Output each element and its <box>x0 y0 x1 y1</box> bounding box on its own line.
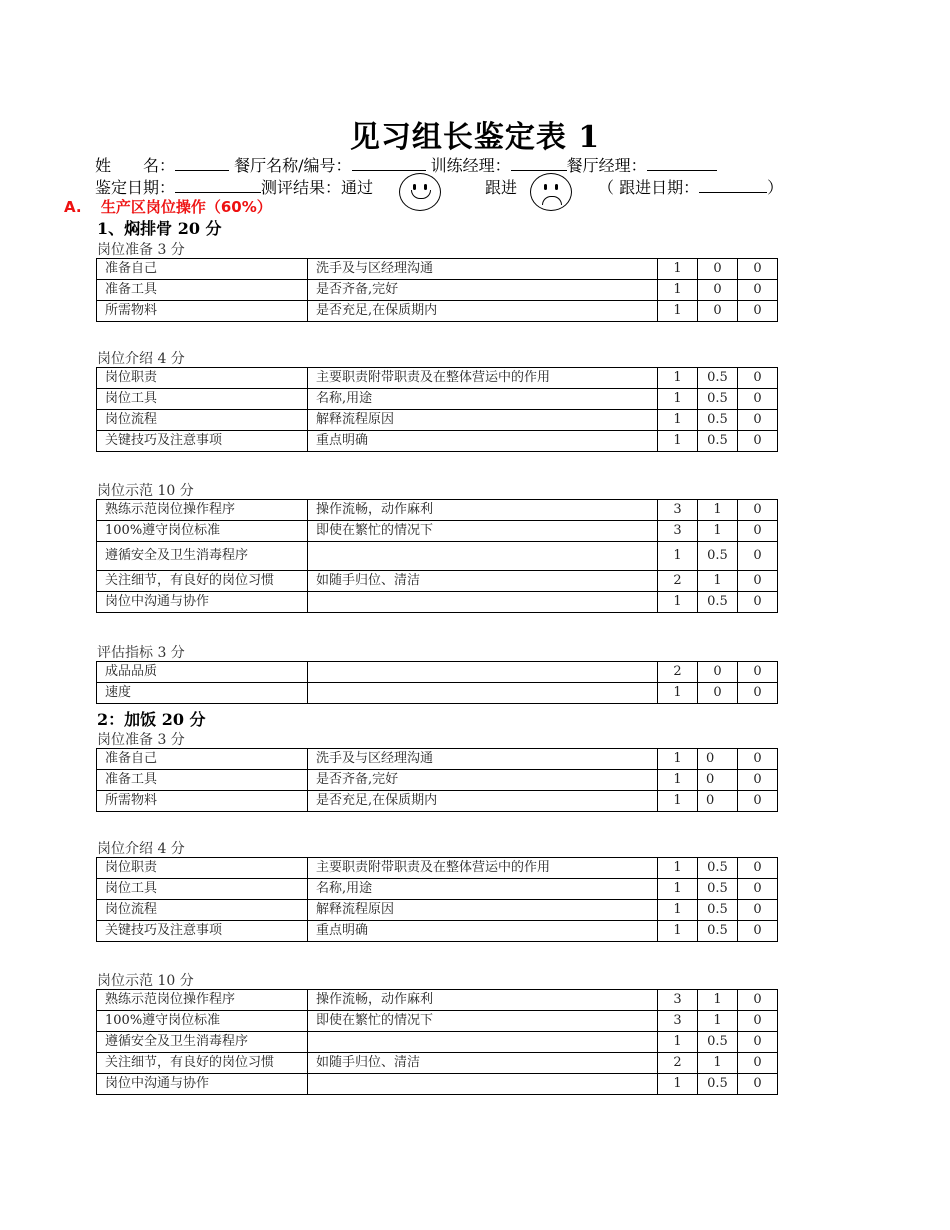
criterion-cell: 岗位职责 <box>97 858 308 879</box>
follow-date-close: ） <box>767 178 784 197</box>
table-row <box>97 921 778 942</box>
score-partial-cell[interactable]: 0 <box>698 259 738 280</box>
score-full-cell[interactable]: 1 <box>658 410 698 431</box>
criterion-cell: 关键技巧及注意事项 <box>97 921 308 942</box>
table-row <box>97 389 778 410</box>
description-cell <box>308 592 658 613</box>
score-full-cell[interactable]: 1 <box>658 1032 698 1053</box>
part2-prep-label: 岗位准备 3 分 <box>97 732 185 748</box>
score-zero-cell[interactable]: 0 <box>738 1053 778 1074</box>
score-zero-cell[interactable]: 0 <box>738 500 778 521</box>
score-full-cell[interactable]: 3 <box>658 1011 698 1032</box>
score-full-cell[interactable]: 1 <box>658 431 698 452</box>
table-row <box>97 879 778 900</box>
score-partial-cell[interactable]: 0 <box>698 791 738 812</box>
score-zero-cell[interactable]: 0 <box>738 1032 778 1053</box>
score-partial-cell[interactable]: 0.5 <box>698 368 738 389</box>
score-zero-cell[interactable]: 0 <box>738 542 778 571</box>
description-cell: 主要职责附带职责及在整体营运中的作用 <box>308 858 658 879</box>
follow-date <box>598 175 783 198</box>
score-partial-cell[interactable]: 0.5 <box>698 879 738 900</box>
score-full-cell[interactable]: 2 <box>658 571 698 592</box>
description-cell: 重点明确 <box>308 431 658 452</box>
criterion-cell: 熟练示范岗位操作程序 <box>97 500 308 521</box>
part2-intro-label: 岗位介绍 4 分 <box>97 841 185 857</box>
follow-date-field[interactable] <box>699 178 767 193</box>
score-full-cell[interactable]: 1 <box>658 389 698 410</box>
score-full-cell[interactable]: 1 <box>658 542 698 571</box>
score-full-cell[interactable]: 1 <box>658 683 698 704</box>
score-full-cell[interactable]: 3 <box>658 990 698 1011</box>
score-full-cell[interactable]: 1 <box>658 280 698 301</box>
score-full-cell[interactable]: 1 <box>658 592 698 613</box>
description-cell <box>308 683 658 704</box>
description-cell: 解释流程原因 <box>308 410 658 431</box>
section-a-title: 生产区岗位操作（60%） <box>100 198 272 216</box>
score-zero-cell[interactable]: 0 <box>738 431 778 452</box>
table-row <box>97 592 778 613</box>
score-zero-cell[interactable]: 0 <box>738 791 778 812</box>
score-full-cell[interactable]: 1 <box>658 879 698 900</box>
score-partial-cell[interactable]: 0.5 <box>698 858 738 879</box>
score-partial-cell[interactable]: 0.5 <box>698 592 738 613</box>
table-row <box>97 900 778 921</box>
table-row <box>97 858 778 879</box>
score-partial-cell[interactable]: 0.5 <box>698 900 738 921</box>
criterion-cell: 准备自己 <box>97 749 308 770</box>
score-partial-cell[interactable]: 0.5 <box>698 431 738 452</box>
description-cell: 如随手归位、清洁 <box>308 1053 658 1074</box>
result-label: 测评结果：通过 <box>261 178 374 197</box>
description-cell <box>308 542 658 571</box>
score-partial-cell[interactable]: 1 <box>698 521 738 542</box>
criterion-cell: 准备自己 <box>97 259 308 280</box>
score-zero-cell[interactable]: 0 <box>738 921 778 942</box>
criterion-cell: 岗位工具 <box>97 389 308 410</box>
description-cell <box>308 1032 658 1053</box>
criterion-cell: 100%遵守岗位标准 <box>97 1011 308 1032</box>
table-row <box>97 280 778 301</box>
part2-title: 2：加饭 20 分 <box>97 710 206 729</box>
table-row <box>97 683 778 704</box>
score-zero-cell[interactable]: 0 <box>738 770 778 791</box>
section-a-letter: A. <box>64 198 82 216</box>
part2-demo-label: 岗位示范 10 分 <box>97 973 194 989</box>
score-partial-cell[interactable]: 0.5 <box>698 542 738 571</box>
criterion-cell: 岗位职责 <box>97 368 308 389</box>
score-partial-cell[interactable]: 0 <box>698 749 738 770</box>
score-zero-cell[interactable]: 0 <box>738 1011 778 1032</box>
part1-title: 1、焖排骨 20 分 <box>97 219 222 238</box>
description-cell: 名称,用途 <box>308 389 658 410</box>
score-zero-cell[interactable]: 0 <box>738 521 778 542</box>
score-zero-cell[interactable]: 0 <box>738 900 778 921</box>
criterion-cell: 成品品质 <box>97 662 308 683</box>
part1-prep-table <box>96 258 778 322</box>
score-zero-cell[interactable]: 0 <box>738 592 778 613</box>
table-row <box>97 662 778 683</box>
restaurant-label: 餐厅名称/编号： <box>234 156 352 175</box>
smiley-face-icon[interactable] <box>399 173 441 211</box>
table-row <box>97 410 778 431</box>
description-cell <box>308 662 658 683</box>
score-zero-cell[interactable]: 0 <box>738 1074 778 1095</box>
description-cell: 操作流畅，动作麻利 <box>308 500 658 521</box>
table-row <box>97 1032 778 1053</box>
table-row <box>97 521 778 542</box>
score-zero-cell[interactable]: 0 <box>738 879 778 900</box>
table-row <box>97 500 778 521</box>
score-partial-cell[interactable]: 1 <box>698 990 738 1011</box>
description-cell: 重点明确 <box>308 921 658 942</box>
score-full-cell[interactable]: 3 <box>658 500 698 521</box>
table-row <box>97 990 778 1011</box>
table-row <box>97 1011 778 1032</box>
table-row <box>97 301 778 322</box>
table-row <box>97 571 778 592</box>
score-full-cell[interactable]: 1 <box>658 301 698 322</box>
criterion-cell: 100%遵守岗位标准 <box>97 521 308 542</box>
trainer-field[interactable] <box>511 156 567 171</box>
criterion-cell: 岗位流程 <box>97 900 308 921</box>
score-full-cell[interactable]: 2 <box>658 662 698 683</box>
score-zero-cell[interactable]: 0 <box>738 301 778 322</box>
score-full-cell[interactable]: 1 <box>658 858 698 879</box>
header-line-1 <box>95 153 717 176</box>
criterion-cell: 遵循安全及卫生消毒程序 <box>97 1032 308 1053</box>
score-partial-cell[interactable]: 0.5 <box>698 1074 738 1095</box>
part1-eval-table <box>96 661 778 704</box>
score-zero-cell[interactable]: 0 <box>738 410 778 431</box>
score-partial-cell[interactable]: 0.5 <box>698 389 738 410</box>
score-zero-cell[interactable]: 0 <box>738 280 778 301</box>
score-partial-cell[interactable]: 1 <box>698 500 738 521</box>
score-full-cell[interactable]: 1 <box>658 259 698 280</box>
date-label: 鉴定日期： <box>95 178 176 197</box>
description-cell: 洗手及与区经理沟通 <box>308 259 658 280</box>
score-partial-cell[interactable]: 1 <box>698 1053 738 1074</box>
score-full-cell[interactable]: 1 <box>658 749 698 770</box>
table-row <box>97 1074 778 1095</box>
score-full-cell[interactable]: 1 <box>658 921 698 942</box>
part2-intro-table <box>96 857 778 942</box>
criterion-cell: 岗位中沟通与协作 <box>97 1074 308 1095</box>
description-cell: 是否齐备,完好 <box>308 280 658 301</box>
score-full-cell[interactable]: 1 <box>658 770 698 791</box>
follow-label: 跟进 <box>485 178 518 197</box>
score-zero-cell[interactable]: 0 <box>738 858 778 879</box>
description-cell: 即使在繁忙的情况下 <box>308 521 658 542</box>
description-cell: 如随手归位、清洁 <box>308 571 658 592</box>
date-field[interactable] <box>175 178 261 193</box>
score-partial-cell[interactable]: 0.5 <box>698 921 738 942</box>
criterion-cell: 所需物料 <box>97 301 308 322</box>
score-partial-cell[interactable]: 0 <box>698 770 738 791</box>
criterion-cell: 所需物料 <box>97 791 308 812</box>
table-row <box>97 542 778 571</box>
description-cell: 是否充足,在保质期内 <box>308 301 658 322</box>
follow-date-label: （ 跟进日期： <box>598 178 700 197</box>
table-row <box>97 791 778 812</box>
score-partial-cell[interactable]: 0 <box>698 301 738 322</box>
score-partial-cell[interactable]: 0 <box>698 683 738 704</box>
score-partial-cell[interactable]: 1 <box>698 1011 738 1032</box>
part1-prep-label: 岗位准备 3 分 <box>97 242 185 258</box>
table-row <box>97 1053 778 1074</box>
description-cell: 操作流畅，动作麻利 <box>308 990 658 1011</box>
description-cell: 解释流程原因 <box>308 900 658 921</box>
score-partial-cell[interactable]: 0 <box>698 662 738 683</box>
score-full-cell[interactable]: 1 <box>658 368 698 389</box>
description-cell: 是否齐备,完好 <box>308 770 658 791</box>
score-full-cell[interactable]: 1 <box>658 900 698 921</box>
score-full-cell[interactable]: 1 <box>658 791 698 812</box>
description-cell: 洗手及与区经理沟通 <box>308 749 658 770</box>
criterion-cell: 准备工具 <box>97 280 308 301</box>
table-row <box>97 749 778 770</box>
score-partial-cell[interactable]: 0 <box>698 280 738 301</box>
criterion-cell: 岗位工具 <box>97 879 308 900</box>
criterion-cell: 关注细节，有良好的岗位习惯 <box>97 1053 308 1074</box>
description-cell: 是否充足,在保质期内 <box>308 791 658 812</box>
part1-intro-label: 岗位介绍 4 分 <box>97 351 185 367</box>
section-a-heading <box>64 196 272 217</box>
criterion-cell: 准备工具 <box>97 770 308 791</box>
score-full-cell[interactable]: 2 <box>658 1053 698 1074</box>
part1-demo-label: 岗位示范 10 分 <box>97 483 194 499</box>
manager-field[interactable] <box>647 156 717 171</box>
score-zero-cell[interactable]: 0 <box>738 368 778 389</box>
page-title: 见习组长鉴定表 1 <box>349 120 601 155</box>
score-zero-cell[interactable]: 0 <box>738 662 778 683</box>
criterion-cell: 岗位中沟通与协作 <box>97 592 308 613</box>
score-partial-cell[interactable]: 1 <box>698 571 738 592</box>
criterion-cell: 岗位流程 <box>97 410 308 431</box>
description-cell: 主要职责附带职责及在整体营运中的作用 <box>308 368 658 389</box>
table-row <box>97 368 778 389</box>
table-row <box>97 431 778 452</box>
criterion-cell: 关键技巧及注意事项 <box>97 431 308 452</box>
score-zero-cell[interactable]: 0 <box>738 683 778 704</box>
manager-label: 餐厅经理： <box>566 156 647 175</box>
score-zero-cell[interactable]: 0 <box>738 259 778 280</box>
score-zero-cell[interactable]: 0 <box>738 990 778 1011</box>
restaurant-field[interactable] <box>352 156 426 171</box>
part2-demo-table <box>96 989 778 1095</box>
criterion-cell: 遵循安全及卫生消毒程序 <box>97 542 308 571</box>
criterion-cell: 速度 <box>97 683 308 704</box>
table-row <box>97 259 778 280</box>
description-cell: 名称,用途 <box>308 879 658 900</box>
score-partial-cell[interactable]: 0.5 <box>698 410 738 431</box>
table-row <box>97 770 778 791</box>
description-cell <box>308 1074 658 1095</box>
score-partial-cell[interactable]: 0.5 <box>698 1032 738 1053</box>
criterion-cell: 关注细节，有良好的岗位习惯 <box>97 571 308 592</box>
score-full-cell[interactable]: 3 <box>658 521 698 542</box>
part1-eval-label: 评估指标 3 分 <box>97 645 185 661</box>
score-zero-cell[interactable]: 0 <box>738 749 778 770</box>
score-full-cell[interactable]: 1 <box>658 1074 698 1095</box>
description-cell: 即使在繁忙的情况下 <box>308 1011 658 1032</box>
score-zero-cell[interactable]: 0 <box>738 571 778 592</box>
part1-demo-table <box>96 499 778 613</box>
name-field[interactable] <box>175 156 229 171</box>
name-label: 姓 名： <box>95 156 176 175</box>
criterion-cell: 熟练示范岗位操作程序 <box>97 990 308 1011</box>
trainer-label: 训练经理： <box>430 156 511 175</box>
score-zero-cell[interactable]: 0 <box>738 389 778 410</box>
header-line-2 <box>95 175 373 198</box>
part1-intro-table <box>96 367 778 452</box>
part2-prep-table <box>96 748 778 812</box>
sad-face-icon[interactable] <box>530 173 572 211</box>
